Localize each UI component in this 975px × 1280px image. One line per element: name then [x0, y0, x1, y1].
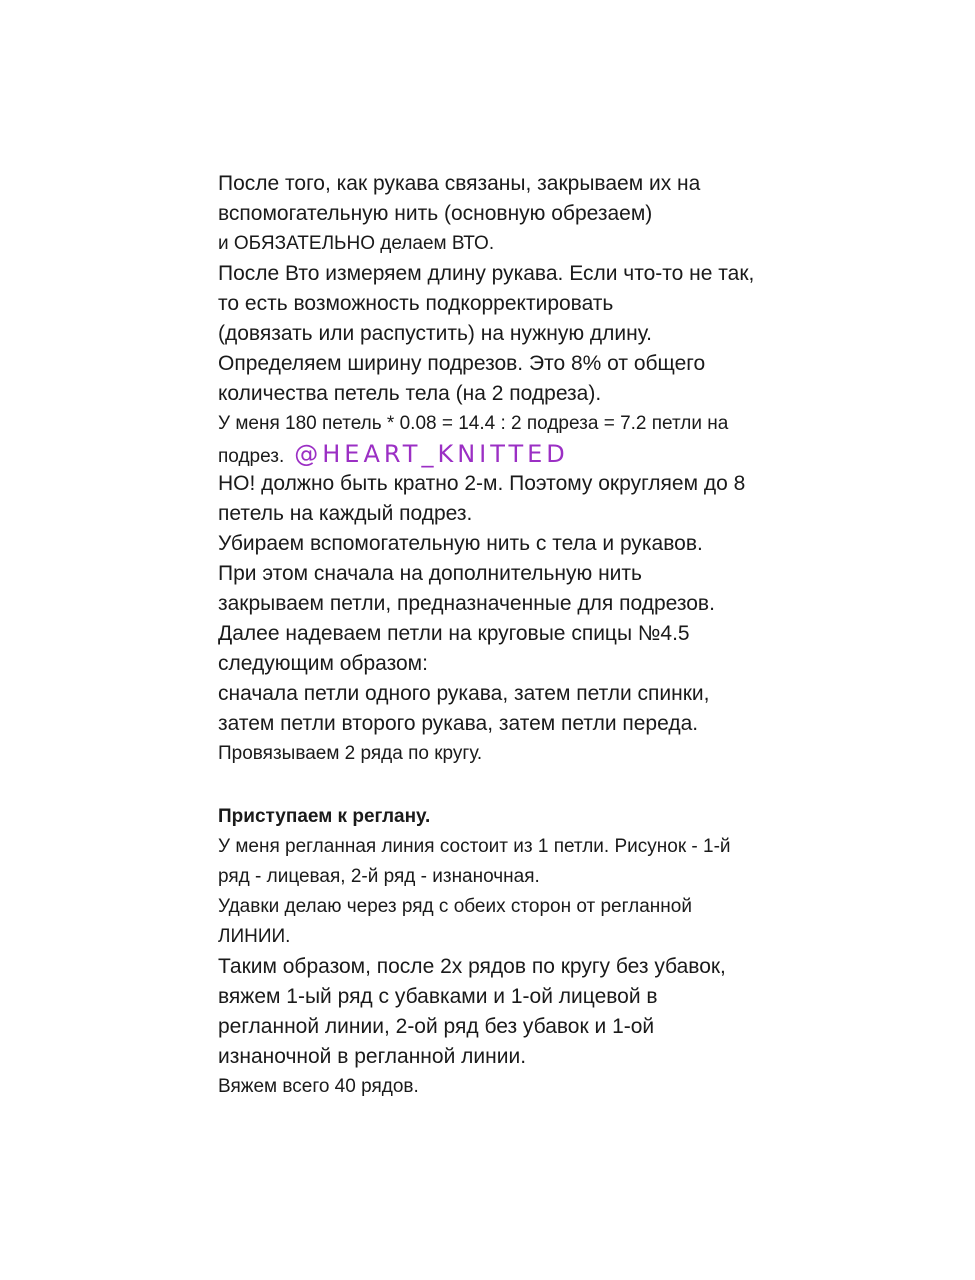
text-line: Убираем вспомогательную нить с тела и рукавов. [218, 532, 703, 555]
text-line: У меня регланная линия состоит из 1 петли. Рисунок - 1-й [218, 836, 731, 857]
text-line: Провязываем 2 ряда по кругу. [218, 743, 483, 764]
instructions-section-raglan [218, 802, 818, 1102]
text-line: то есть возможность подкорректировать [218, 292, 614, 315]
text-line: вспомогательную нить (основную обрезаем) [218, 202, 653, 225]
text-line: регланной линии, 2-ой ряд без убавок и 1-ой [218, 1015, 655, 1038]
text-line: После того, как рукава связаны, закрываем их на [218, 172, 701, 195]
text-line: ЛИНИИ. [218, 926, 291, 947]
text-line: После Вто измеряем длину рукава. Если что-то не так, [218, 262, 755, 285]
text-line: количества петель тела (на 2 подреза). [218, 382, 602, 405]
text-line-with-watermark [218, 439, 818, 469]
text-line: и ОБЯЗАТЕЛЬНО делаем ВТО. [218, 233, 495, 254]
text-line: Таким образом, после 2х рядов по кругу без убавок, [218, 955, 726, 978]
text-line: У меня 180 петель * 0.08 = 14.4 : 2 подреза = 7.2 петли на [218, 413, 729, 434]
text-line: следующим образом: [218, 652, 428, 675]
text-line: (довязать или распустить) на нужную длину. [218, 322, 652, 345]
text-line: изнаночной в регланной линии. [218, 1045, 527, 1068]
text-line: При этом сначала на дополнительную нить [218, 562, 642, 585]
text-line: Далее надеваем петли на круговые спицы №4.5 [218, 622, 690, 645]
instructions-section-sleeves [218, 169, 818, 769]
text-segment: подрез. [218, 446, 285, 467]
text-line: НО! должно быть кратно 2-м. Поэтому округляем до 8 [218, 472, 746, 495]
text-line: Удавки делаю через ряд с обеих сторон от регланной [218, 896, 692, 917]
text-line: закрываем петли, предназначенные для подрезов. [218, 592, 715, 615]
text-line: сначала петли одного рукава, затем петли спинки, [218, 682, 710, 705]
section-heading: Приступаем к реглану. [218, 806, 431, 827]
text-line: затем петли второго рукава, затем петли переда. [218, 712, 699, 735]
watermark-handle: @HEART_KNITTED [294, 440, 569, 468]
text-line: петель на каждый подрез. [218, 502, 473, 525]
text-line: Вяжем всего 40 рядов. [218, 1076, 419, 1097]
text-line: ряд - лицевая, 2-й ряд - изнаночная. [218, 866, 540, 887]
text-line: Определяем ширину подрезов. Это 8% от общего [218, 352, 706, 375]
text-line: вяжем 1-ый ряд с убавками и 1-ой лицевой в [218, 985, 658, 1008]
